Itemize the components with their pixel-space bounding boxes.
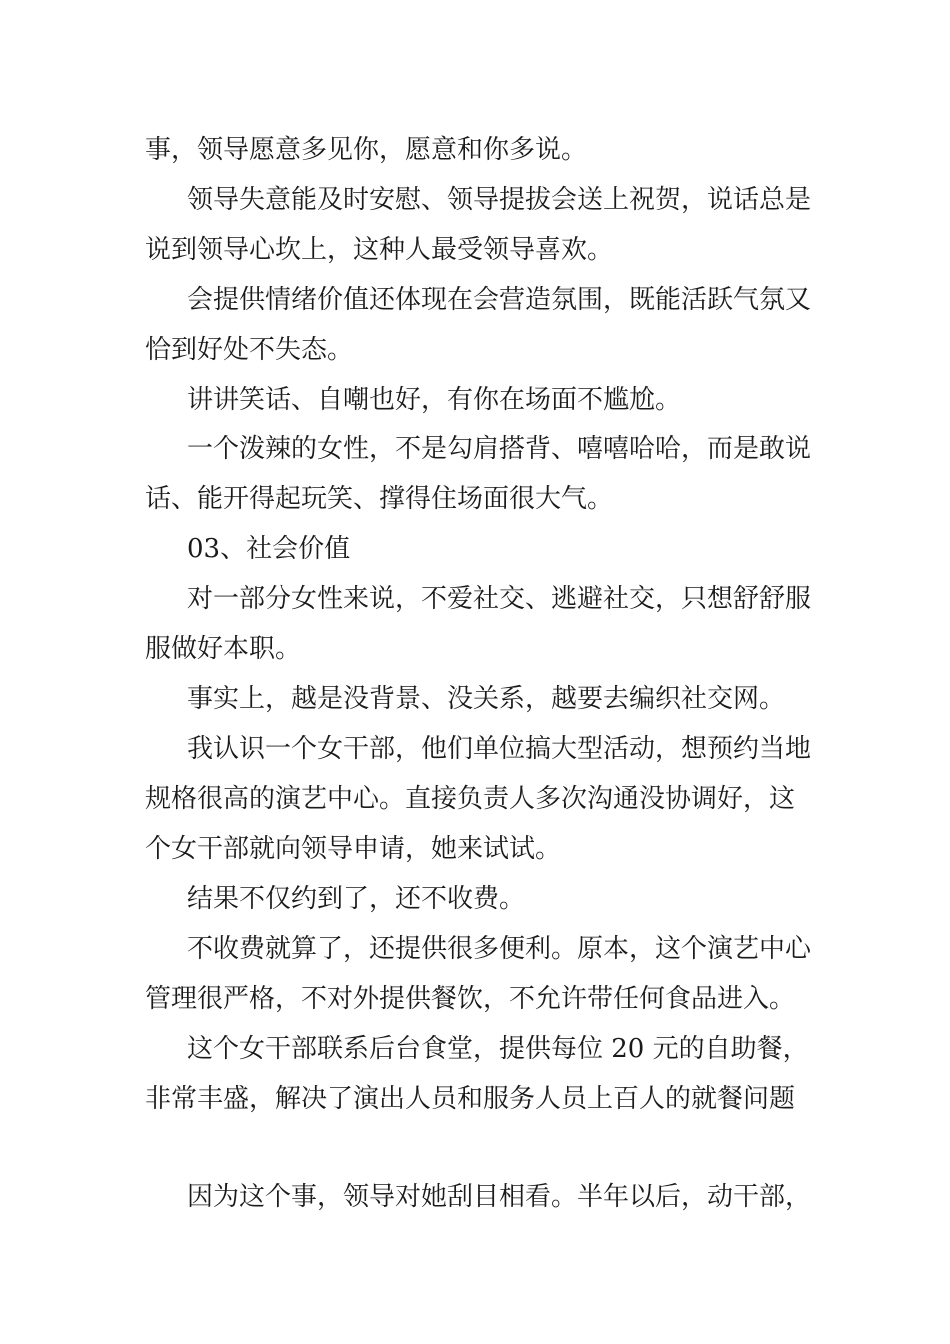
text-line: 事，领导愿意多见你，愿意和你多说。: [145, 135, 588, 165]
text-line: 事实上，越是没背景、没关系，越要去编织社交网。: [187, 684, 786, 714]
text-line: 结果不仅约到了，还不收费。: [187, 884, 526, 914]
text-line: 话、能开得起玩笑、撑得住场面很大气。: [145, 484, 614, 514]
text-line: 不收费就算了，还提供很多便利。原本，这个演艺中心: [187, 934, 812, 964]
text-line: 管理很严格，不对外提供餐饮，不允许带任何食品进入。: [145, 984, 796, 1014]
text-line: 一个泼辣的女性，不是勾肩搭背、嘻嘻哈哈，而是敢说: [187, 434, 812, 464]
section-heading: 03、社会价值: [187, 534, 351, 564]
text-line: 因为这个事，领导对她刮目相看。半年以后，动干部，: [187, 1182, 812, 1212]
text-line: 说到领导心坎上，这种人最受领导喜欢。: [145, 235, 614, 265]
text-line: 讲讲笑话、自嘲也好，有你在场面不尴尬。: [187, 385, 682, 415]
text-line: 非常丰盛，解决了演出人员和服务人员上百人的就餐问题: [145, 1084, 796, 1114]
text-line: 会提供情绪价值还体现在会营造氛围，既能活跃气氛又: [187, 285, 812, 315]
text-line: 这个女干部联系后台食堂，提供每位 20 元的自助餐，: [187, 1034, 809, 1064]
text-line: 个女干部就向领导申请，她来试试。: [145, 834, 562, 864]
text-line: 对一部分女性来说，不爱社交、逃避社交，只想舒舒服: [187, 584, 812, 614]
text-line: 服做好本职。: [145, 634, 302, 664]
text-line: 规格很高的演艺中心。直接负责人多次沟通没协调好，这: [145, 784, 796, 814]
text-line: 恰到好处不失态。: [145, 335, 354, 365]
text-line: 我认识一个女干部，他们单位搞大型活动，想预约当地: [187, 734, 812, 764]
text-line: 领导失意能及时安慰、领导提拔会送上祝贺，说话总是: [187, 185, 812, 215]
